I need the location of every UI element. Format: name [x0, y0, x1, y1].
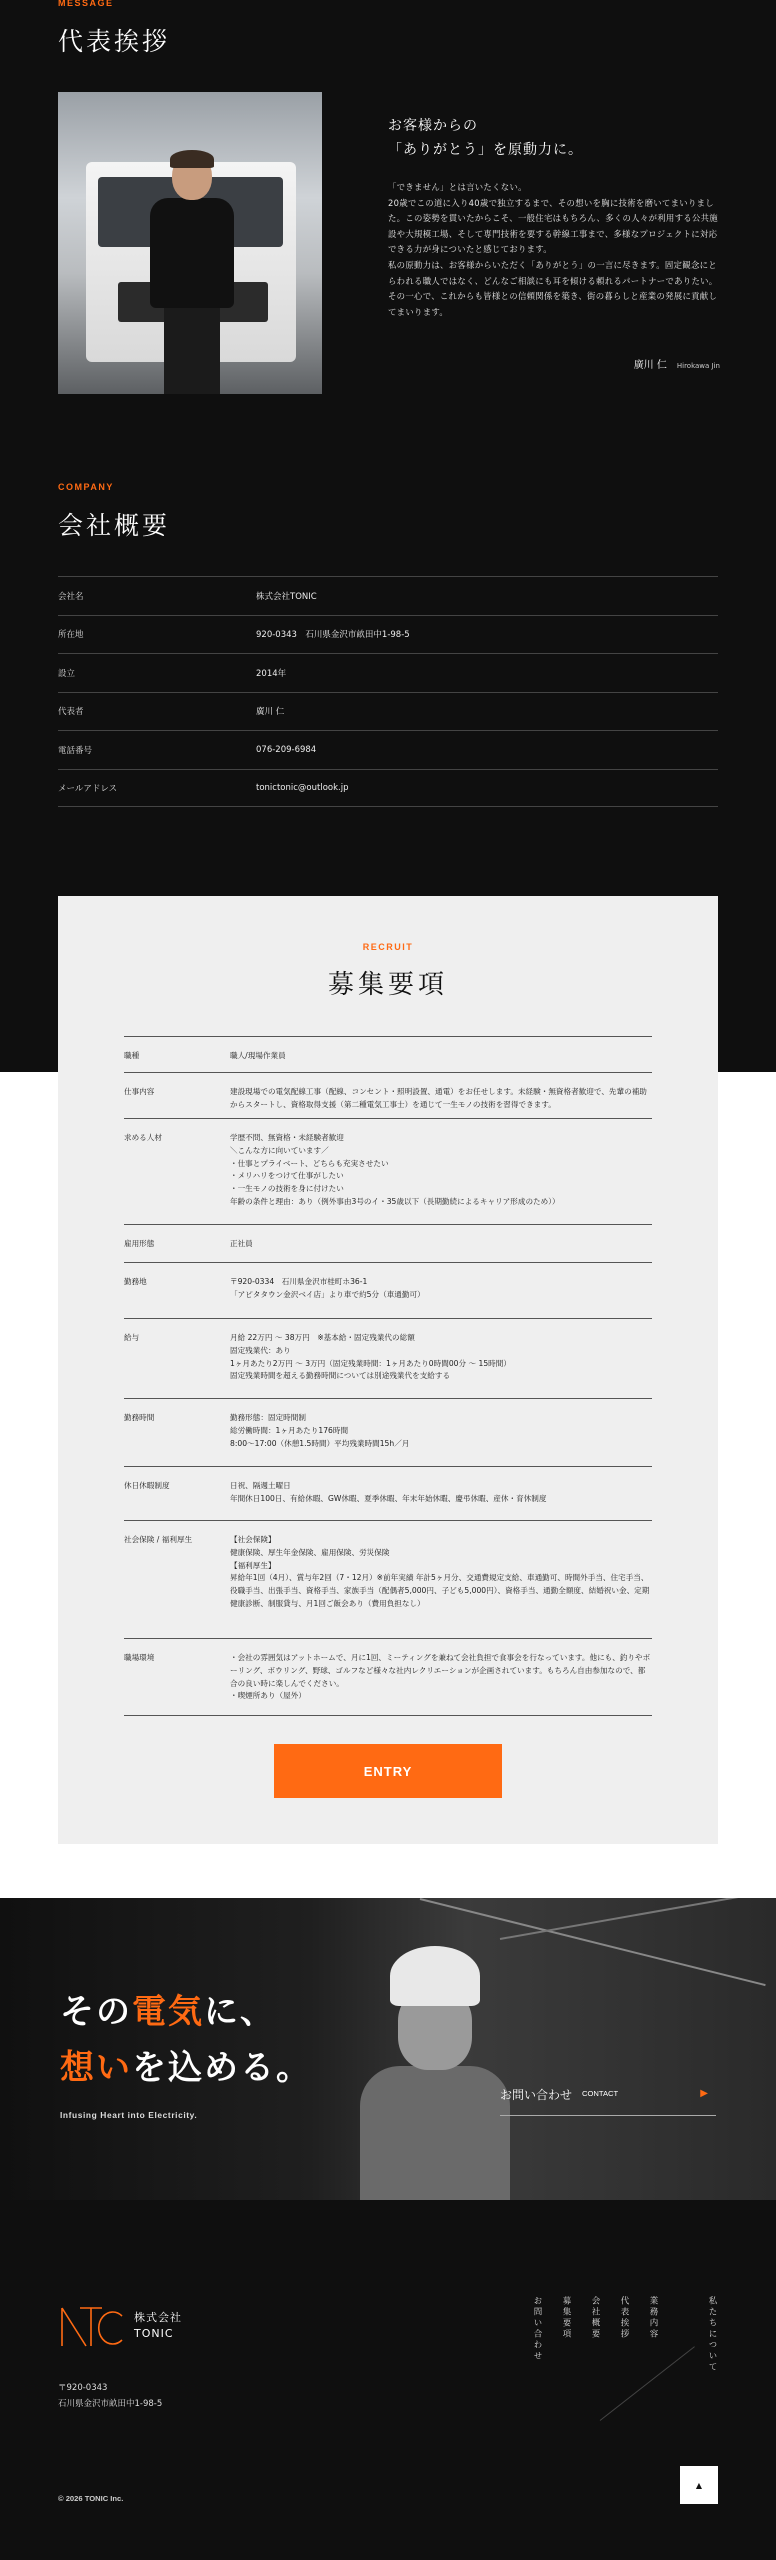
- footer-nav-recruit[interactable]: 募集要項: [561, 2296, 571, 2340]
- recruit-row: 雇用形態 正社員: [124, 1224, 652, 1262]
- line-decoration: [600, 2346, 695, 2421]
- contact-label: お問い合わせ: [500, 2088, 573, 2102]
- back-to-top-button[interactable]: [680, 2466, 718, 2504]
- signature: 廣川 仁 Hirokawa Jin: [633, 360, 720, 371]
- message-en-label: MESSAGE: [58, 0, 114, 8]
- recruit-panel: [58, 896, 718, 1844]
- copyright: © 2026 TONIC Inc.: [58, 2494, 124, 2503]
- company-row: 設立 2014年: [58, 653, 718, 692]
- person-figure: [150, 152, 234, 394]
- representative-photo: [58, 92, 322, 394]
- hero-subcopy: Infusing Heart into Electricity.: [60, 2110, 198, 2120]
- company-en-label: COMPANY: [58, 482, 114, 492]
- recruit-en-label: RECRUIT: [362, 942, 414, 952]
- hero-banner: [0, 1898, 776, 2200]
- tonic-logo[interactable]: [58, 2302, 126, 2350]
- chevron-up-icon: ▲: [695, 2480, 703, 2490]
- recruit-row: 勤務時間 勤務形態：固定時間制 総労働時間：1ヶ月あたり176時間 8:00〜17:00（休憩1.5時間）平均残業時間15h／月: [124, 1398, 652, 1466]
- arrow-right-icon: ▶: [700, 2088, 708, 2099]
- company-row: メールアドレス tonictonic@outlook.jp: [58, 769, 718, 808]
- footer-nav-services[interactable]: 業務内容: [648, 2296, 658, 2340]
- recruit-row: 仕事内容 建設現場での電気配線工事（配線、コンセント・照明設置、通電）をお任せします。未経験・無資格者歓迎で、先輩の補助からスタートし、資格取得支援（第二種電気工事士）を通じて一生モノの技術を習得できます。: [124, 1072, 652, 1118]
- message-body: 「できません」とは言いたくない。 20歳でこの道に入り40歳で独立するまで、その想いを胸に技術を磨いてまいりました。この姿勢を貫いたからこそ、一般住宅はもちろん、多くの人々が利用する公共施設や大規模工場、そして専門技術を要する幹線工事まで、多様なプロジェクトに対応できる力が身についたと感じております。 私の原動力は、お客様からいただく「ありがとう」の一言に尽きます。固定観念にとらわれる職人ではなく、どんなご相談にも耳を傾ける頼れるパートナーでありたい。 その一心で、これからも皆様との信頼関係を築き、街の暮らしと産業の発展に貢献してまいります。: [388, 182, 718, 317]
- footer-nav-about[interactable]: 私たちについて: [707, 2296, 717, 2373]
- footer-nav-company[interactable]: 会社概要: [590, 2296, 600, 2340]
- hero-catchcopy: その電気に、 想いを込める。: [60, 1992, 312, 2088]
- entry-button[interactable]: ENTRY: [274, 1744, 502, 1798]
- worker-figure: [360, 1928, 510, 2200]
- company-title: 会社概要: [58, 511, 171, 540]
- recruit-row: 休日休暇制度 日祝、隔週土曜日 年間休日100日、有給休暇、GW休暇、夏季休暇、年末年始休暇、慶弔休暇、産休・育休制度: [124, 1466, 652, 1520]
- recruit-row: 求める人材 学歴不問、無資格・未経験者歓迎 ＼こんな方に向いています／ ・仕事とプライベート、どちらも充実させたい ・メリハリをつけて仕事がしたい ・一生モノの技術を身に付けたい 年齢の条件と理由：あり（例外事由3号のイ・35歳以下（長期勤続によるキャリア形成のため））: [124, 1118, 652, 1224]
- recruit-row: 勤務地 〒920-0334 石川県金沢市桂町ホ36-1 「アピタタウン金沢ベイ店」より車で約5分（車通勤可）: [124, 1262, 652, 1318]
- wire-decoration: [500, 1898, 772, 1940]
- company-table: [58, 576, 718, 807]
- recruit-row: 給与 月給 22万円 〜 38万円 ※基本給・固定残業代の総額 固定残業代：あり 1ヶ月あたり2万円 〜 3万円（固定残業時間：1ヶ月あたり0時間00分 〜 15時間） 固定残業時間を超える勤務時間については別途残業代を支給する: [124, 1318, 652, 1398]
- recruit-row: 職種 職人/現場作業員: [124, 1036, 652, 1072]
- recruit-row: 社会保険 / 福利厚生 【社会保険】 健康保険、厚生年金保険、雇用保険、労災保険 【福利厚生】 昇給年1回（4月）、賞与年2回（7・12月）※前年実績 年計5ヶ月分、交通費規定支給、車通勤可、時間外手当、住宅手当、役職手当、出張手当、資格手当、家族手当（配偶者5,000円、子ども5,000円）、資格手当、通勤全額度、結婚祝い金、定期健康診断、制服貸与、月1回ご飯会あり（費用負担なし）: [124, 1520, 652, 1638]
- footer-nav-message[interactable]: 代表挨拶: [619, 2296, 629, 2340]
- recruit-table: [124, 1036, 652, 1716]
- footer-company-name: 株式会社 TONIC: [134, 2311, 182, 2340]
- footer-nav-contact[interactable]: お問い合わせ: [532, 2296, 542, 2362]
- contact-en-label: CONTACT: [582, 2089, 619, 2098]
- company-row: 会社名 株式会社TONIC: [58, 576, 718, 615]
- recruit-title: 募集要項: [327, 970, 448, 1000]
- contact-link[interactable]: [500, 2086, 716, 2116]
- company-row: 代表者 廣川 仁: [58, 692, 718, 731]
- message-title: 代表挨拶: [58, 27, 171, 56]
- message-headline: お客様からの 「ありがとう」を原動力に。: [388, 118, 583, 158]
- company-row: 所在地 920-0343 石川県金沢市畝田中1-98-5: [58, 615, 718, 654]
- recruit-row: 職場環境 ・会社の雰囲気はアットホームで、月に1回、ミーティングを兼ねて会社負担で食事会を行なっています。他にも、釣りやボーリング、ボウリング、野球、ゴルフなど様々な社内レクリエーションが企画されています。もちろん自由参加なので、都合の良い時に楽しんでください。 ・喫煙所あり（屋外）: [124, 1638, 652, 1716]
- footer: [0, 2200, 776, 2560]
- footer-address: 〒920-0343 石川県金沢市畝田中1-98-5: [58, 2383, 163, 2409]
- company-row: 電話番号 076-209-6984: [58, 730, 718, 769]
